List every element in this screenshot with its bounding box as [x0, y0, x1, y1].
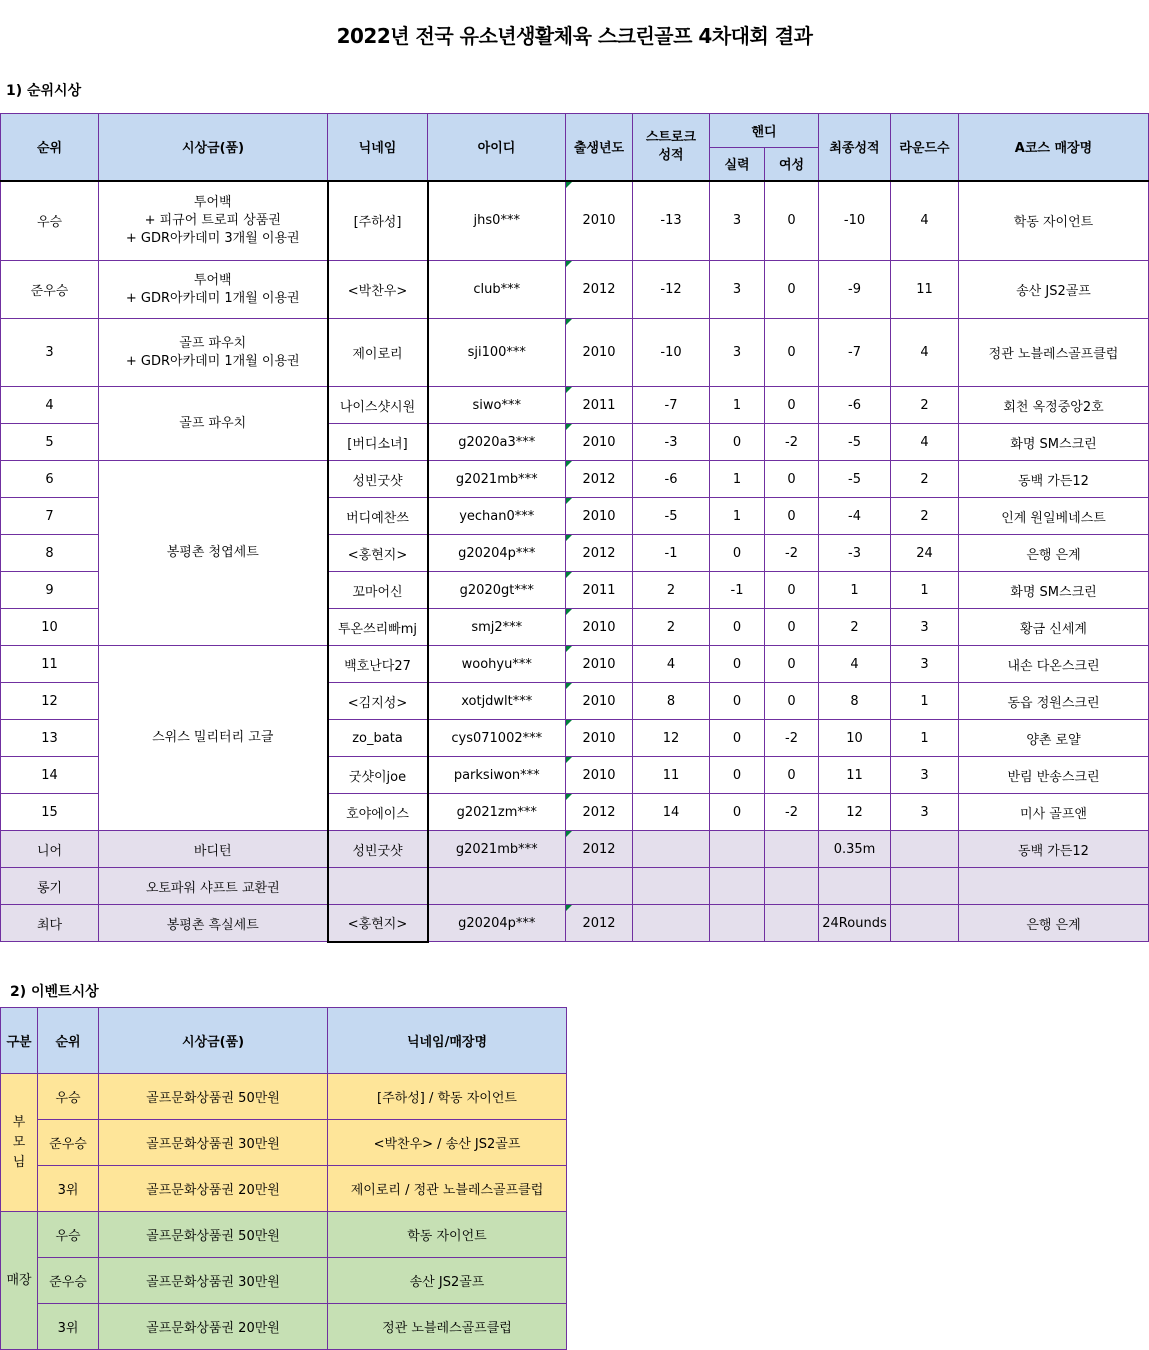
table-row [1, 387, 1149, 424]
prize-cell: 오토파워 샤프트 교환권 [99, 868, 328, 905]
skill-cell [710, 868, 765, 905]
prize-line: + GDR아카데미 3개월 이용권 [125, 230, 300, 246]
birth-cell: 2010 [566, 757, 633, 794]
prize-cell [99, 181, 328, 261]
rounds-cell: 1 [891, 720, 959, 757]
birth-cell: 2010 [566, 683, 633, 720]
final-cell: 4 [819, 646, 891, 683]
id-cell: jhs0*** [428, 181, 566, 261]
birth-cell: 2010 [566, 720, 633, 757]
store-cell: 정관 노블레스골프클럽 [959, 319, 1149, 387]
header-rounds: 라운드수 [891, 114, 959, 181]
final-cell: 10 [819, 720, 891, 757]
rounds-cell [891, 831, 959, 868]
nickname-cell: zo_bata [328, 720, 428, 757]
nickname-cell: 버디예찬쓰 [328, 498, 428, 535]
nickname-cell: [주하성] [328, 181, 428, 261]
birth-cell: 2012 [566, 261, 633, 319]
skill-cell: 0 [710, 683, 765, 720]
stroke-cell: -6 [633, 461, 710, 498]
birth-cell: 2010 [566, 609, 633, 646]
id-cell: yechan0*** [428, 498, 566, 535]
rounds-cell: 2 [891, 498, 959, 535]
skill-cell: 1 [710, 461, 765, 498]
header-category: 구분 [1, 1008, 38, 1074]
stroke-cell: -13 [633, 181, 710, 261]
female-cell: -2 [765, 794, 819, 831]
prize-cell [99, 319, 328, 387]
id-cell: woohyu*** [428, 646, 566, 683]
table-row [1, 1166, 567, 1212]
store-cell: 미사 골프앤 [959, 794, 1149, 831]
store-cell: 동백 가든12 [959, 831, 1149, 868]
table-row [1, 1258, 567, 1304]
final-cell: 11 [819, 757, 891, 794]
final-cell: -5 [819, 424, 891, 461]
birth-cell [566, 868, 633, 905]
prize-cell: 골프문화상품권 30만원 [99, 1258, 328, 1304]
section-ranking-title: 1) 순위시상 [6, 83, 82, 99]
header-final: 최종성적 [819, 114, 891, 181]
final-cell: -7 [819, 319, 891, 387]
id-cell: g2021zm*** [428, 794, 566, 831]
final-cell: 2 [819, 609, 891, 646]
rounds-cell: 2 [891, 387, 959, 424]
store-cell: 동읍 정원스크린 [959, 683, 1149, 720]
header-prize: 시상금(품) [99, 114, 328, 181]
special-award-row [1, 905, 1149, 942]
rank-cell: 4 [1, 387, 99, 424]
header-id: 아이디 [428, 114, 566, 181]
prize-line: 투어백 [193, 194, 232, 210]
table-row [1, 1304, 567, 1350]
final-cell: -3 [819, 535, 891, 572]
rank-cell: 10 [1, 609, 99, 646]
final-cell: -6 [819, 387, 891, 424]
award-type-cell: 롱기 [1, 868, 99, 905]
rounds-cell: 2 [891, 461, 959, 498]
birth-cell: 2011 [566, 572, 633, 609]
rank-cell: 6 [1, 461, 99, 498]
nickname-cell [328, 868, 428, 905]
stroke-cell [633, 868, 710, 905]
female-cell: 0 [765, 387, 819, 424]
stroke-cell: 12 [633, 720, 710, 757]
header-rank: 순위 [38, 1008, 99, 1074]
rank-cell: 9 [1, 572, 99, 609]
id-cell: parksiwon*** [428, 757, 566, 794]
id-cell: smj2*** [428, 609, 566, 646]
female-cell: 0 [765, 757, 819, 794]
final-cell [819, 868, 891, 905]
header-female: 여성 [765, 148, 819, 181]
prize-line: + GDR아카데미 1개월 이용권 [125, 353, 300, 369]
stroke-cell: 2 [633, 572, 710, 609]
final-cell: -4 [819, 498, 891, 535]
nickname-cell: 투온쓰리빠mj [328, 609, 428, 646]
category-cell: 부 모 님 [1, 1074, 38, 1212]
store-cell: 인계 원일베네스트 [959, 498, 1149, 535]
skill-cell: -1 [710, 572, 765, 609]
table-row [1, 646, 1149, 683]
rank-cell: 7 [1, 498, 99, 535]
skill-cell [710, 905, 765, 942]
stroke-cell: 11 [633, 757, 710, 794]
rank-cell: 3위 [38, 1304, 99, 1350]
nickname-cell: 백호난다27 [328, 646, 428, 683]
stroke-cell: -12 [633, 261, 710, 319]
rank-cell: 우승 [1, 181, 99, 261]
skill-cell: 1 [710, 387, 765, 424]
category-cell: 매장 [1, 1212, 38, 1350]
birth-cell: 2010 [566, 646, 633, 683]
rank-cell: 5 [1, 424, 99, 461]
rounds-cell: 4 [891, 181, 959, 261]
rank-cell: 우승 [38, 1212, 99, 1258]
birth-cell: 2012 [566, 905, 633, 942]
female-cell: -2 [765, 535, 819, 572]
birth-cell: 2010 [566, 424, 633, 461]
prize-cell: 골프문화상품권 50만원 [99, 1074, 328, 1120]
rank-cell: 14 [1, 757, 99, 794]
rank-cell: 준우승 [38, 1258, 99, 1304]
rank-cell: 준우승 [1, 261, 99, 319]
prize-cell: 바디턴 [99, 831, 328, 868]
prize-line: 투어백 [193, 272, 232, 288]
prize-cell [99, 387, 328, 461]
header-stroke: 스트로크 성적 [633, 114, 710, 181]
female-cell: 0 [765, 261, 819, 319]
female-cell: 0 [765, 683, 819, 720]
header-birth: 출생년도 [566, 114, 633, 181]
stroke-cell: 4 [633, 646, 710, 683]
id-cell: g20204p*** [428, 905, 566, 942]
female-cell: 0 [765, 181, 819, 261]
final-cell: 1 [819, 572, 891, 609]
skill-cell: 0 [710, 646, 765, 683]
birth-cell: 2012 [566, 535, 633, 572]
prize-cell [99, 646, 328, 831]
female-cell [765, 905, 819, 942]
skill-cell: 3 [710, 181, 765, 261]
id-cell: sji100*** [428, 319, 566, 387]
stroke-cell: -1 [633, 535, 710, 572]
store-cell: 화명 SM스크린 [959, 424, 1149, 461]
rank-cell: 11 [1, 646, 99, 683]
female-cell: 0 [765, 609, 819, 646]
name-cell: 제이로리 / 정관 노블레스골프클럽 [328, 1166, 567, 1212]
header-prize: 시상금(품) [99, 1008, 328, 1074]
rank-cell: 우승 [38, 1074, 99, 1120]
name-cell: 정관 노블레스골프클럽 [328, 1304, 567, 1350]
stroke-cell: 14 [633, 794, 710, 831]
store-cell: 양촌 로얄 [959, 720, 1149, 757]
id-cell: cys071002*** [428, 720, 566, 757]
skill-cell: 0 [710, 535, 765, 572]
ranking-table [0, 113, 1149, 943]
store-cell: 내손 다온스크린 [959, 646, 1149, 683]
store-cell: 동백 가든12 [959, 461, 1149, 498]
rounds-cell [891, 905, 959, 942]
id-cell: g2021mb*** [428, 461, 566, 498]
prize-line: 골프 파우치 [179, 335, 247, 351]
final-cell: 8 [819, 683, 891, 720]
table-row [1, 1120, 567, 1166]
female-cell: 0 [765, 319, 819, 387]
final-cell: -9 [819, 261, 891, 319]
table-row [1, 261, 1149, 319]
page-title: 2022년 전국 유소년생활체육 스크린골프 4차대회 결과 [336, 24, 813, 48]
prize-cell [99, 261, 328, 319]
final-cell: 0.35m [819, 831, 891, 868]
table-row [1, 1074, 567, 1120]
award-type-cell: 니어 [1, 831, 99, 868]
rank-cell: 8 [1, 535, 99, 572]
prize-cell: 골프문화상품권 50만원 [99, 1212, 328, 1258]
final-cell: -5 [819, 461, 891, 498]
id-cell: club*** [428, 261, 566, 319]
header-skill: 실력 [710, 148, 765, 181]
rounds-cell: 3 [891, 757, 959, 794]
prize-line: 봉평촌 청엽세트 [166, 545, 259, 560]
skill-cell: 3 [710, 319, 765, 387]
prize-cell: 봉평촌 흑실세트 [99, 905, 328, 942]
stroke-cell: 8 [633, 683, 710, 720]
store-cell: 화명 SM스크린 [959, 572, 1149, 609]
final-cell: 24Rounds [819, 905, 891, 942]
id-cell: xotjdwlt*** [428, 683, 566, 720]
rank-cell: 3위 [38, 1166, 99, 1212]
store-cell: 은행 은계 [959, 905, 1149, 942]
id-cell [428, 868, 566, 905]
nickname-cell: 꼬마어신 [328, 572, 428, 609]
id-cell: g2020gt*** [428, 572, 566, 609]
header-nickname: 닉네임 [328, 114, 428, 181]
rank-cell: 15 [1, 794, 99, 831]
female-cell [765, 868, 819, 905]
prize-cell: 골프문화상품권 30만원 [99, 1120, 328, 1166]
stroke-cell: -3 [633, 424, 710, 461]
nickname-cell: 나이스샷시원 [328, 387, 428, 424]
id-cell: g2020a3*** [428, 424, 566, 461]
name-cell: 학동 자이언트 [328, 1212, 567, 1258]
skill-cell: 0 [710, 794, 765, 831]
special-award-row [1, 868, 1149, 905]
table-row [1, 181, 1149, 261]
rounds-cell: 4 [891, 424, 959, 461]
nickname-cell: <홍현지> [328, 535, 428, 572]
stroke-cell [633, 831, 710, 868]
birth-cell: 2012 [566, 794, 633, 831]
award-type-cell: 최다 [1, 905, 99, 942]
stroke-cell: -10 [633, 319, 710, 387]
rounds-cell: 4 [891, 319, 959, 387]
female-cell: 0 [765, 646, 819, 683]
header-name: 닉네임/매장명 [328, 1008, 567, 1074]
prize-line: 스위스 밀리터리 고글 [152, 730, 274, 745]
nickname-cell: 성빈굿샷 [328, 831, 428, 868]
skill-cell: 3 [710, 261, 765, 319]
header-store: A코스 매장명 [959, 114, 1149, 181]
rank-cell: 13 [1, 720, 99, 757]
nickname-cell: <김지성> [328, 683, 428, 720]
rounds-cell: 1 [891, 683, 959, 720]
header-handicap: 핸디 [710, 114, 819, 148]
store-cell: 은행 은계 [959, 535, 1149, 572]
id-cell: g2021mb*** [428, 831, 566, 868]
prize-line: + GDR아카데미 1개월 이용권 [125, 290, 300, 306]
birth-cell: 2012 [566, 831, 633, 868]
skill-cell: 0 [710, 757, 765, 794]
birth-cell: 2010 [566, 181, 633, 261]
nickname-cell: 제이로리 [328, 319, 428, 387]
female-cell: 0 [765, 572, 819, 609]
female-cell: -2 [765, 720, 819, 757]
store-cell: 반림 반송스크린 [959, 757, 1149, 794]
rank-cell: 3 [1, 319, 99, 387]
nickname-cell: 호야에이스 [328, 794, 428, 831]
final-cell: -10 [819, 181, 891, 261]
rounds-cell: 3 [891, 609, 959, 646]
name-cell: <박찬우> / 송산 JS2골프 [328, 1120, 567, 1166]
store-cell: 황금 신세계 [959, 609, 1149, 646]
birth-cell: 2010 [566, 498, 633, 535]
store-cell [959, 868, 1149, 905]
final-cell: 12 [819, 794, 891, 831]
prize-cell: 골프문화상품권 20만원 [99, 1304, 328, 1350]
rounds-cell: 11 [891, 261, 959, 319]
store-cell: 송산 JS2골프 [959, 261, 1149, 319]
birth-cell: 2012 [566, 461, 633, 498]
table-row [1, 319, 1149, 387]
skill-cell [710, 831, 765, 868]
prize-cell [99, 461, 328, 646]
table-row [1, 461, 1149, 498]
section-event-title: 2) 이벤트시상 [10, 984, 99, 1000]
stroke-cell: 2 [633, 609, 710, 646]
rounds-cell: 24 [891, 535, 959, 572]
event-table [0, 1007, 567, 1350]
female-cell: 0 [765, 498, 819, 535]
birth-cell: 2011 [566, 387, 633, 424]
nickname-cell: [버디소녀] [328, 424, 428, 461]
header-rank: 순위 [1, 114, 99, 181]
birth-cell: 2010 [566, 319, 633, 387]
skill-cell: 0 [710, 720, 765, 757]
female-cell: 0 [765, 461, 819, 498]
id-cell: g20204p*** [428, 535, 566, 572]
special-award-row [1, 831, 1149, 868]
rounds-cell: 1 [891, 572, 959, 609]
nickname-cell: 성빈굿샷 [328, 461, 428, 498]
skill-cell: 0 [710, 424, 765, 461]
prize-line: 골프 파우치 [179, 415, 247, 431]
prize-line: + 피규어 트로피 상품권 [144, 212, 281, 228]
nickname-cell: <박찬우> [328, 261, 428, 319]
nickname-cell: <홍현지> [328, 905, 428, 942]
stroke-cell: -7 [633, 387, 710, 424]
rank-cell: 12 [1, 683, 99, 720]
female-cell: -2 [765, 424, 819, 461]
female-cell [765, 831, 819, 868]
prize-cell: 골프문화상품권 20만원 [99, 1166, 328, 1212]
stroke-cell [633, 905, 710, 942]
skill-cell: 0 [710, 609, 765, 646]
rank-cell: 준우승 [38, 1120, 99, 1166]
skill-cell: 1 [710, 498, 765, 535]
rounds-cell: 3 [891, 794, 959, 831]
name-cell: [주하성] / 학동 자이언트 [328, 1074, 567, 1120]
table-row [1, 1212, 567, 1258]
rounds-cell: 3 [891, 646, 959, 683]
stroke-cell: -5 [633, 498, 710, 535]
name-cell: 송산 JS2골프 [328, 1258, 567, 1304]
id-cell: siwo*** [428, 387, 566, 424]
nickname-cell: 굿샷이joe [328, 757, 428, 794]
store-cell: 학동 자이언트 [959, 181, 1149, 261]
rounds-cell [891, 868, 959, 905]
store-cell: 회천 옥정중앙2호 [959, 387, 1149, 424]
